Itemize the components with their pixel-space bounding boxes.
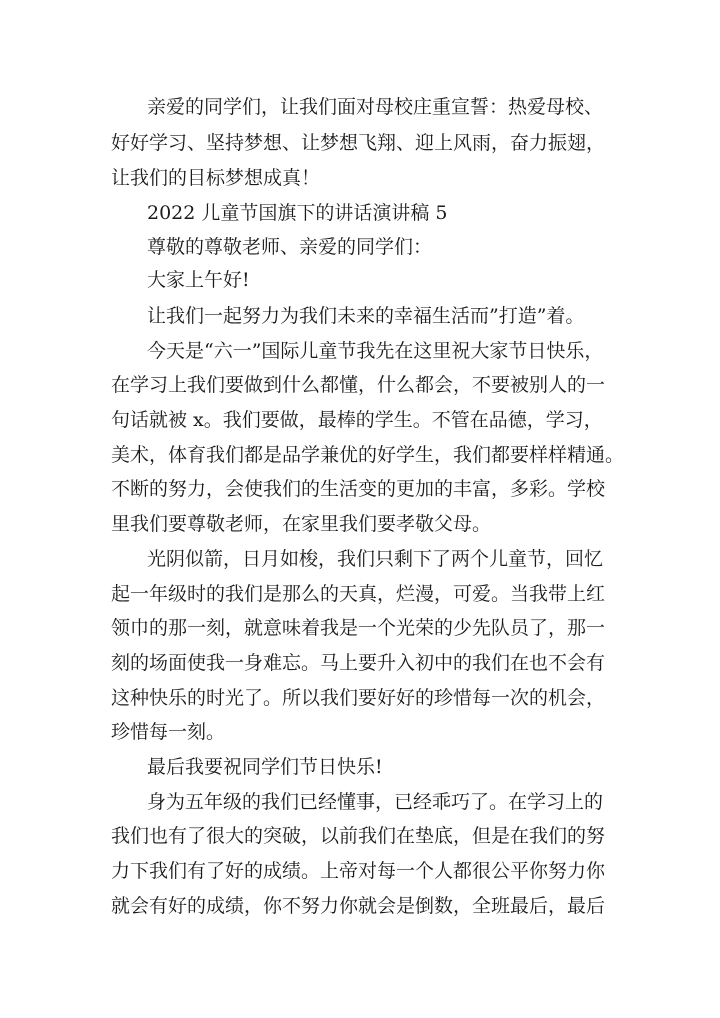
text-line: 里我们要尊敬老师，在家里我们要孝敬父母。: [111, 513, 492, 535]
text-line: 力下我们有了好的成绩。上帝对每一个人都很公平你努力你: [111, 860, 606, 882]
text-line: 我们也有了很大的突破，以前我们在垫底，但是在我们的努: [111, 825, 606, 847]
text-line: 这种快乐的时光了。所以我们要好好的珍惜每一次的机会，: [111, 687, 606, 709]
text-line: 领巾的那一刻，就意味着我是一个光荣的少先队员了，那一: [111, 617, 606, 639]
text-line: 好好学习、坚持梦想、让梦想飞翔、迎上风雨，奋力振翅，: [111, 132, 606, 154]
text-line: 让我们一起努力为我们未来的幸福生活而”打造”着。: [147, 305, 585, 327]
text-line: 最后我要祝同学们节日快乐!: [147, 756, 383, 778]
text-line: 让我们的目标梦想成真！: [111, 167, 321, 189]
text-line: 刻的场面使我一身难忘。马上要升入初中的我们在也不会有: [111, 652, 606, 674]
text-line: 身为五年级的我们已经懂事，已经乖巧了。在学习上的: [147, 791, 604, 813]
salutation-line: 尊敬的尊敬老师、亲爱的同学们：: [147, 236, 433, 258]
text-line: 亲爱的同学们，让我们面对母校庄重宣誓：热爱母校、: [147, 96, 604, 118]
text-line: 起一年级时的我们是那么的天真，烂漫，可爱。当我带上红: [111, 583, 606, 605]
text-line: 美术，体育我们都是品学兼优的好学生，我们都要样样精通。: [111, 444, 625, 466]
text-line: 在学习上我们要做到什么都懂，什么都会，不要被别人的一: [111, 374, 606, 396]
text-line: 今天是“六一”国际儿童节我先在这里祝大家节日快乐，: [147, 340, 604, 362]
text-line: 不断的努力，会使我们的生活变的更加的丰富，多彩。学校: [111, 478, 606, 500]
text-line: 光阴似箭，日月如梭，我们只剩下了两个儿童节，回忆: [147, 548, 604, 570]
text-line: 句话就被 x。我们要做，最棒的学生。不管在品德，学习，: [111, 409, 603, 431]
text-line: 就会有好的成绩，你不努力你就会是倒数，全班最后，最后: [111, 895, 606, 917]
document-heading: 2022 儿童节国旗下的讲话演讲稿 5: [147, 202, 448, 224]
greeting-line: 大家上午好!: [147, 269, 250, 291]
text-line: 珍惜每一刻。: [111, 721, 226, 743]
